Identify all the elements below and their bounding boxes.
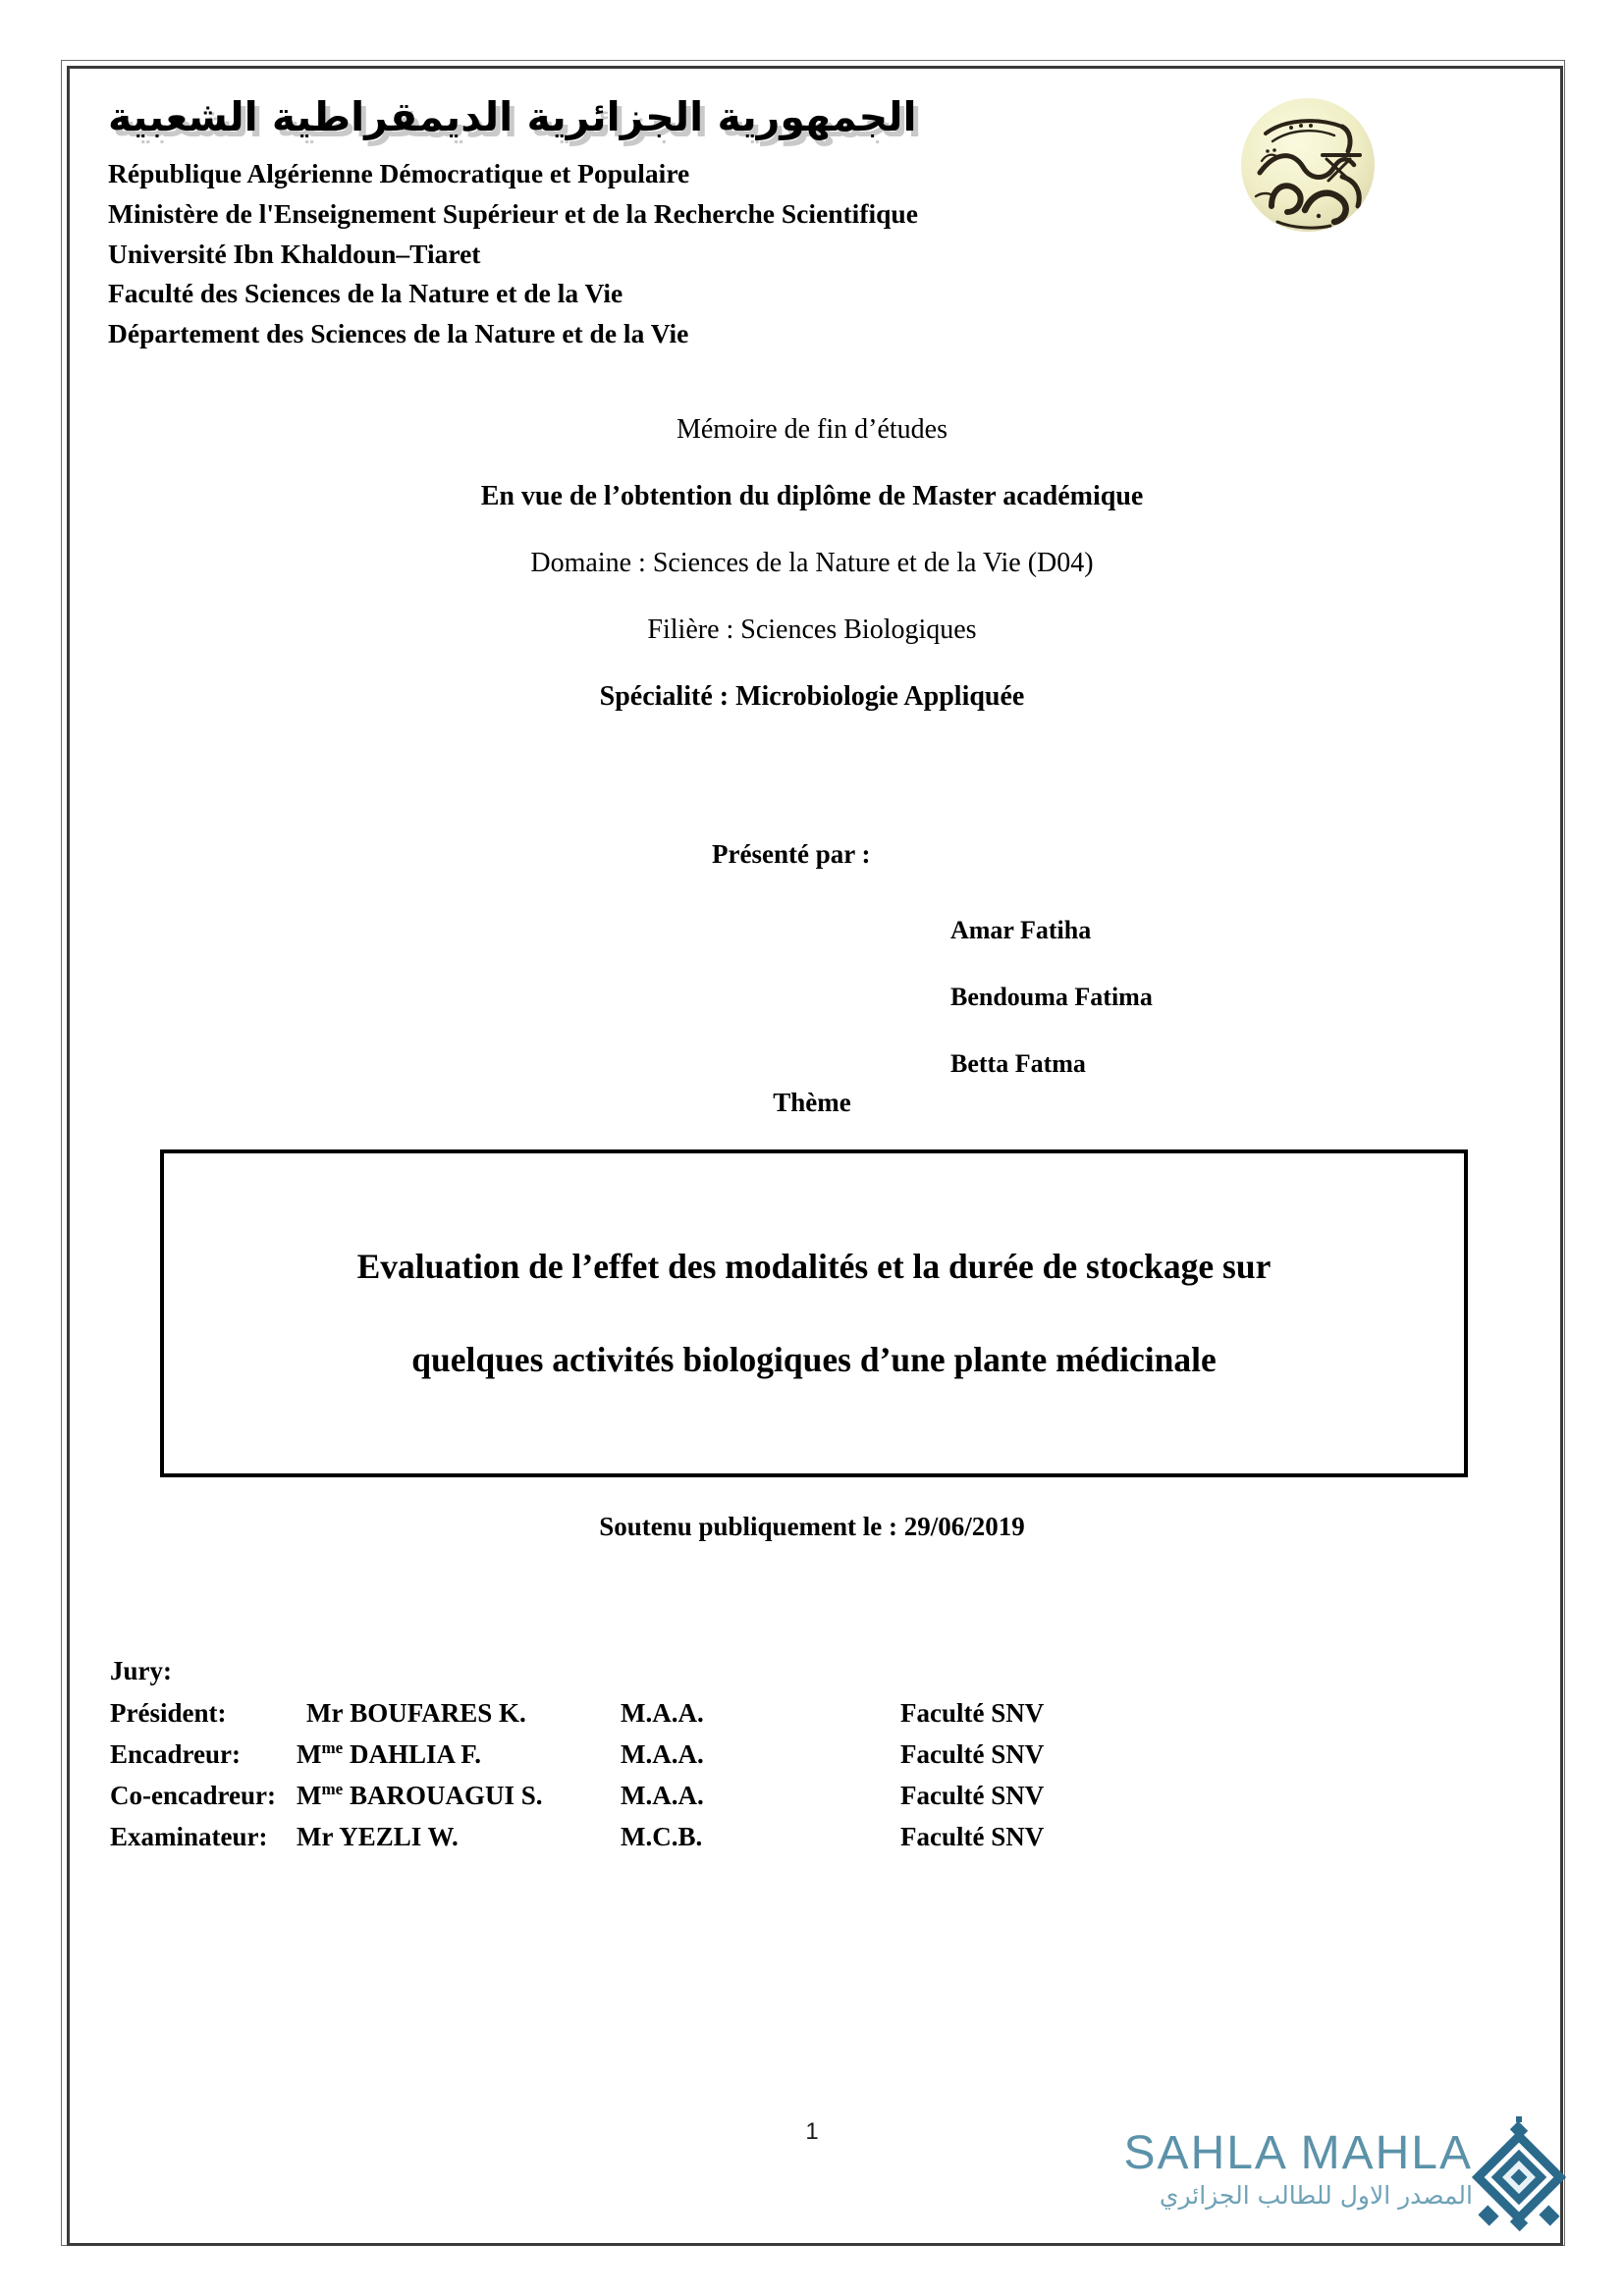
- jury-faculty: Faculté SNV: [900, 1698, 1045, 1728]
- jury-faculty: Faculté SNV: [900, 1822, 1045, 1851]
- jury-row: [110, 1781, 1156, 1822]
- watermark-tagline: المصدر الاول للطالب الجزائري: [1159, 2181, 1473, 2210]
- header-line-ministry: Ministère de l'Enseignement Supérieur et de la Recherche Scientifique: [108, 197, 918, 229]
- jury-name: [297, 1781, 621, 1822]
- jury-role: Encadreur:: [110, 1739, 241, 1769]
- jury-honorific: Mr: [297, 1822, 334, 1851]
- thesis-title-line-1: Evaluation de l’effet des modalités et la durée de stockage sur: [356, 1246, 1272, 1286]
- jury-honorific: M: [297, 1739, 322, 1769]
- header-line-republic: République Algérienne Démocratique et Populaire: [108, 158, 690, 189]
- degree-filiere: Filière : Sciences Biologiques: [647, 614, 977, 645]
- jury-faculty: Faculté SNV: [900, 1739, 1045, 1769]
- institution-header: [108, 94, 1267, 354]
- arabic-state-title: الجمهورية الجزائرية الديمقراطية الشعبية: [108, 93, 917, 140]
- jury-block: [110, 1656, 1485, 1863]
- watermark-brand-name: SAHLA MAHLA: [1123, 2127, 1473, 2179]
- student-name: Betta Fatma: [950, 1049, 1086, 1078]
- jury-name: [297, 1739, 621, 1781]
- university-seal-logo: [1232, 90, 1384, 238]
- thesis-title-line-2: quelques activités biologiques d’une plante médicinale: [411, 1340, 1217, 1379]
- header-line-department: Département des Sciences de la Nature et de la Vie: [108, 317, 689, 348]
- jury-grade: M.A.A.: [621, 1739, 704, 1769]
- jury-row: [110, 1822, 1156, 1863]
- jury-person-name: BOUFARES K.: [350, 1698, 526, 1728]
- jury-honorific-sup: me: [321, 1738, 344, 1757]
- memoire-label: Mémoire de fin d’études: [676, 414, 948, 445]
- degree-domain: Domaine : Sciences de la Nature et de la Vie (D04): [530, 548, 1094, 578]
- jury-role: Co-encadreur:: [110, 1781, 276, 1810]
- student-name: Amar Fatiha: [950, 916, 1092, 944]
- sahla-mahla-watermark: [1090, 2128, 1561, 2256]
- jury-row: [110, 1698, 1156, 1739]
- jury-person-name: YEZLI W.: [339, 1822, 459, 1851]
- sahla-mahla-diamond-icon: [1471, 2114, 1567, 2234]
- jury-role: Président:: [110, 1698, 227, 1728]
- jury-honorific: M: [297, 1781, 322, 1810]
- jury-name: [297, 1822, 621, 1863]
- jury-faculty: Faculté SNV: [900, 1781, 1045, 1810]
- degree-info-block: [0, 416, 1624, 711]
- header-line-university: Université Ibn Khaldoun–Tiaret: [108, 238, 481, 269]
- jury-grade: M.C.B.: [621, 1822, 703, 1851]
- degree-objective: En vue de l’obtention du diplôme de Master académique: [480, 481, 1144, 511]
- theme-title-box: [160, 1149, 1468, 1477]
- defense-date: Soutenu publiquement le : 29/06/2019: [599, 1512, 1025, 1541]
- jury-role: Examinateur:: [110, 1822, 268, 1851]
- jury-grade: M.A.A.: [621, 1781, 704, 1810]
- jury-heading: Jury:: [110, 1656, 172, 1685]
- jury-table: [110, 1698, 1156, 1863]
- jury-name: [297, 1698, 621, 1739]
- presented-by-block: [0, 839, 1624, 1079]
- watermark-text: [1090, 2127, 1473, 2210]
- jury-person-name: DAHLIA F.: [349, 1739, 481, 1769]
- presented-by-label: Présenté par :: [712, 839, 871, 869]
- header-line-faculty: Faculté des Sciences de la Nature et de la Vie: [108, 278, 623, 309]
- jury-row: [110, 1739, 1156, 1781]
- jury-honorific-sup: me: [321, 1780, 344, 1798]
- student-name: Bendouma Fatima: [950, 983, 1153, 1011]
- jury-honorific: Mr: [306, 1698, 344, 1728]
- degree-specialite: Spécialité : Microbiologie Appliquée: [599, 681, 1025, 712]
- theme-label: Thème: [773, 1088, 851, 1117]
- jury-grade: M.A.A.: [621, 1698, 704, 1728]
- jury-person-name: BAROUAGUI S.: [349, 1781, 543, 1810]
- page-number: 1: [805, 2118, 819, 2145]
